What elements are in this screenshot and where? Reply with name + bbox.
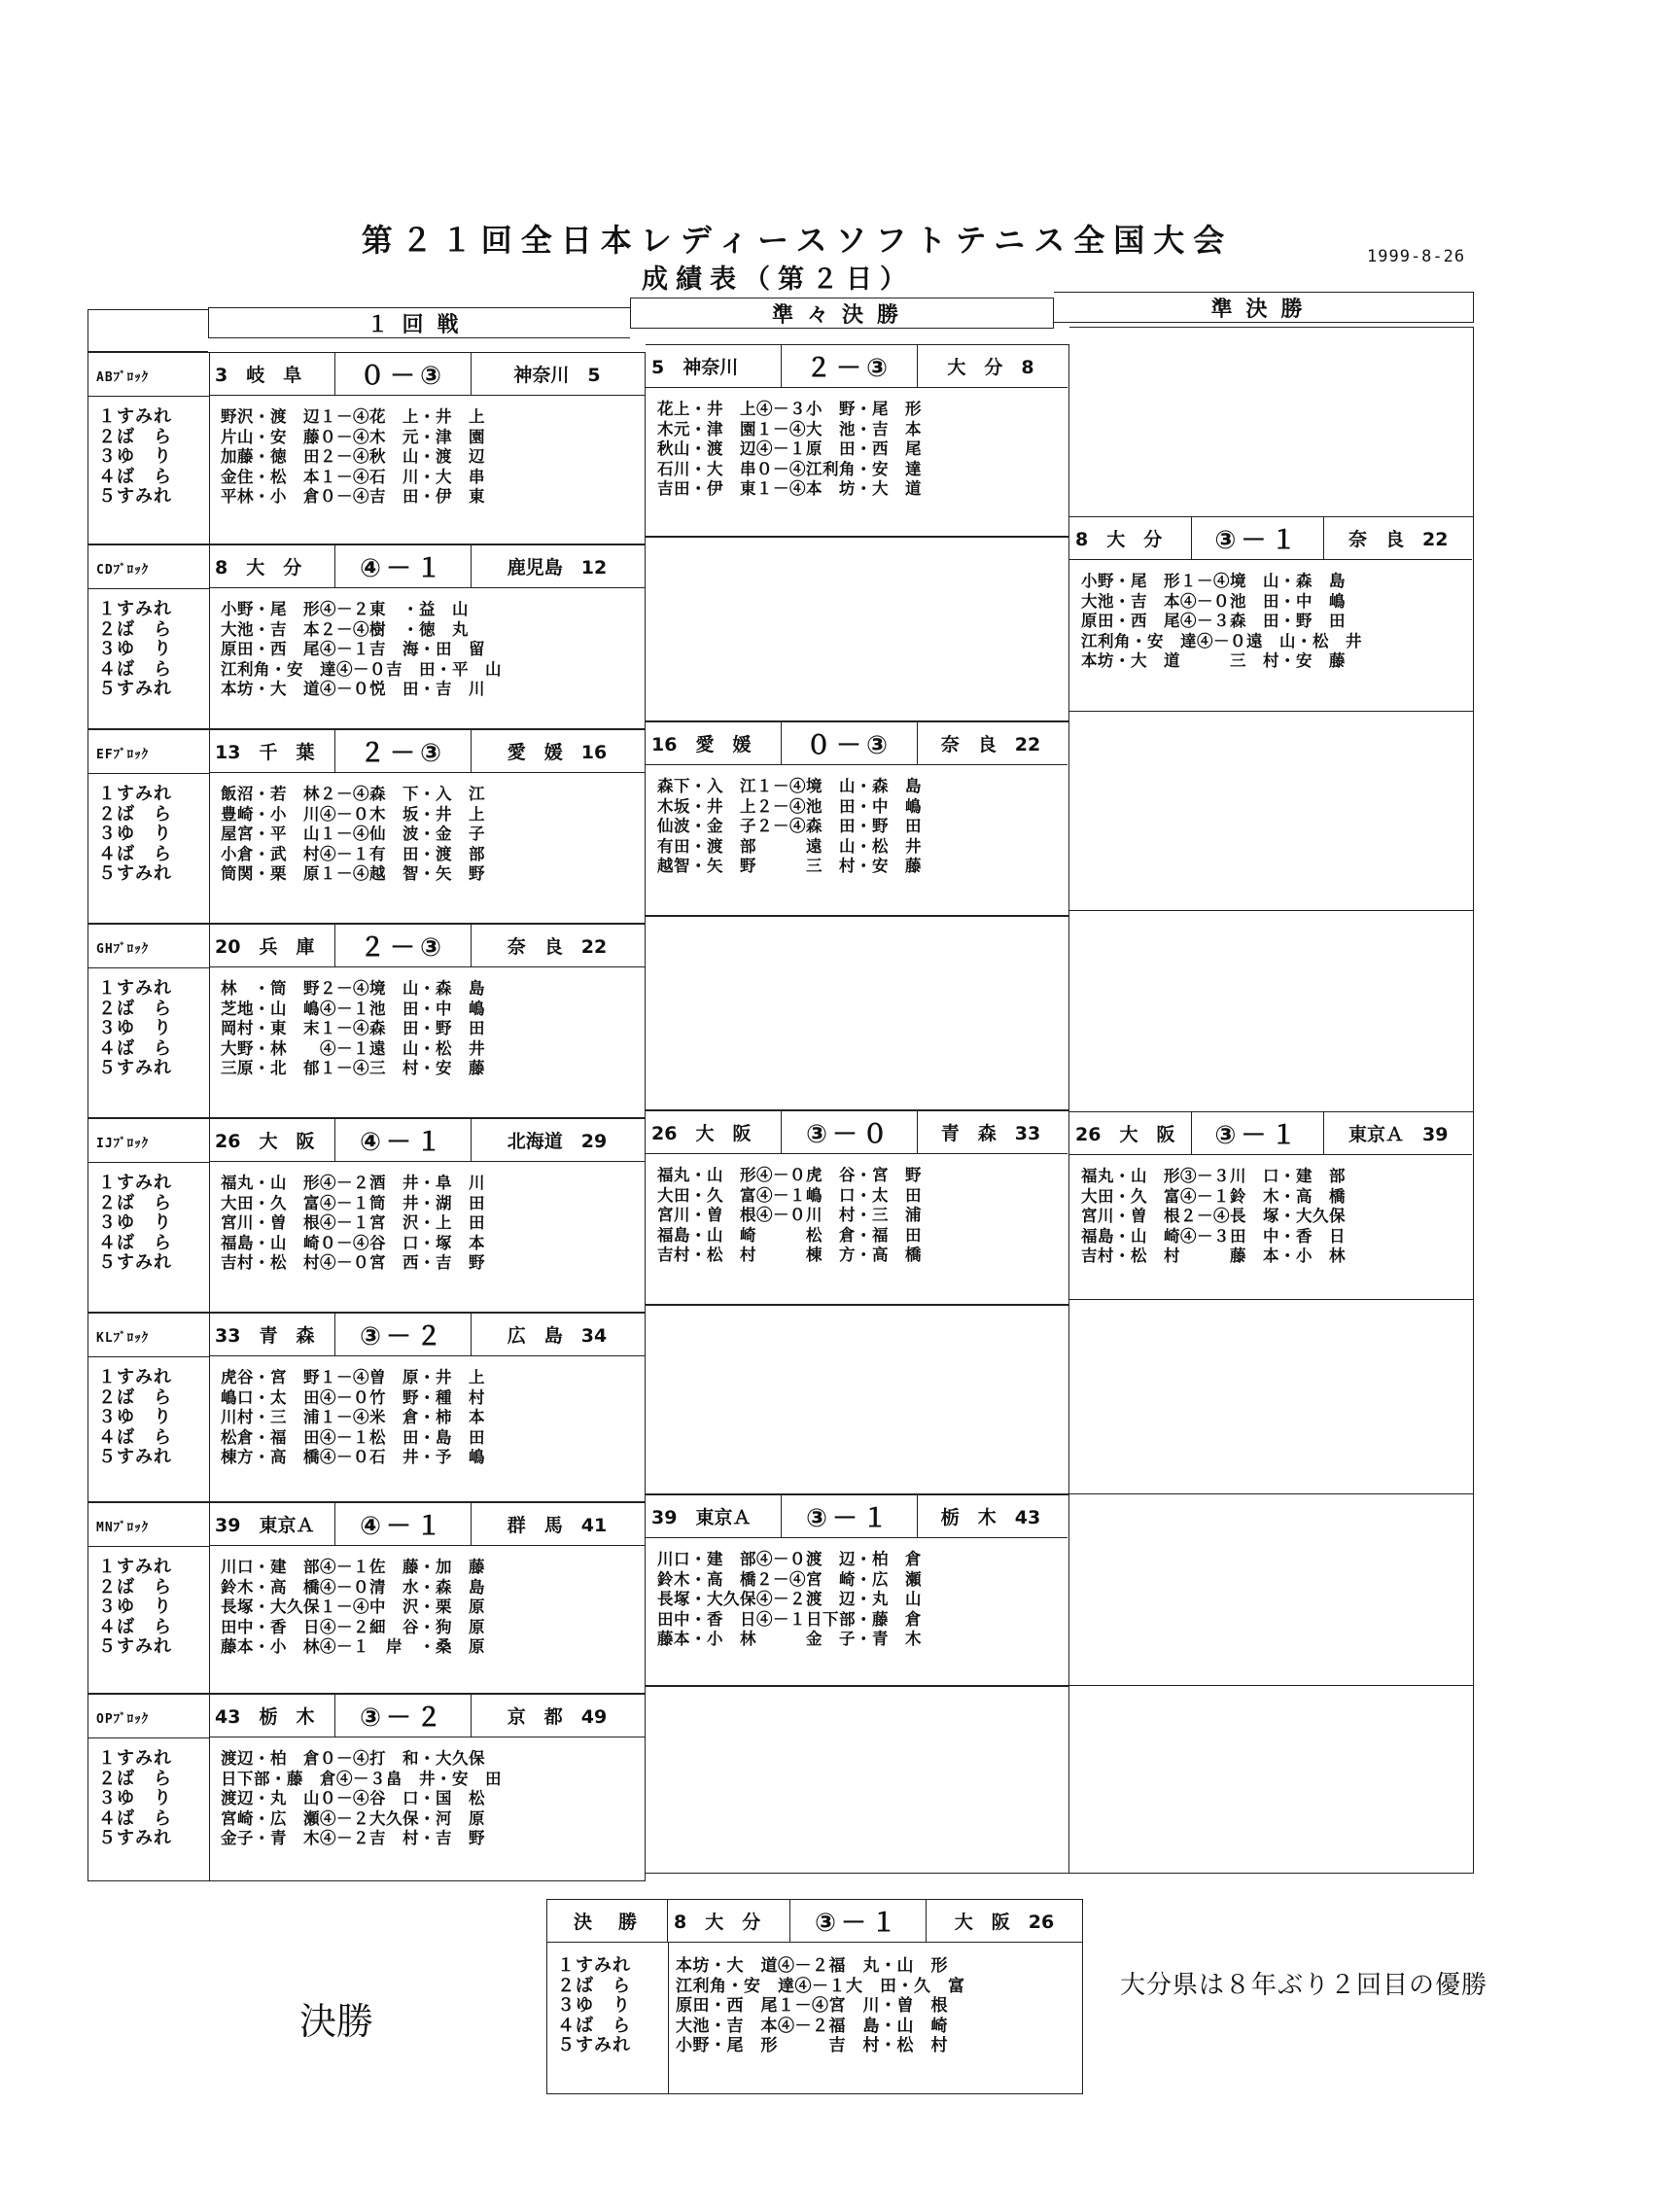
round1-team1: 33 青 森	[209, 1314, 335, 1355]
round1-team1: 8 大 分	[209, 545, 335, 587]
qf-match-header	[646, 1111, 1068, 1154]
round1-results: 飯沼・若 林２－④森 下・入 江 豊崎・小 川④－０木 坂・井 上 屋宮・平 山１－④仙 波・金 子 小倉・武 村④－１有 田・渡 部 筒関・栗 原１－④越 智・矢 野	[221, 785, 485, 883]
round1-team1: 26 大 阪	[209, 1119, 335, 1161]
block-row	[88, 544, 646, 729]
block-label: GHﾌﾞﾛｯｸ	[96, 942, 150, 957]
round1-match-header	[209, 1119, 645, 1162]
block-row	[88, 729, 646, 924]
round1-match-header	[209, 353, 645, 396]
qf-team1: 26 大 阪	[646, 1111, 782, 1153]
sf-score: ③－１	[1192, 517, 1324, 559]
sf-results: 小野・尾 形１－④境 山・森 島 大池・吉 本④－０池 田・中 嶋 原田・西 尾④－３森 田・野 田 江利角・安 達④－０遠 山・松 井 本坊・大 道 三 村・安 藤	[1081, 572, 1362, 670]
final-header	[547, 1900, 1082, 1943]
final-score: ③－１	[790, 1900, 927, 1942]
sf-cell	[1069, 712, 1474, 911]
round1-score: ０－③	[335, 353, 472, 395]
round1-score: ③－２	[335, 1695, 472, 1737]
round1-results: 川口・建 部④－１佐 藤・加 藤 鈴木・高 橋④－０清 水・森 島 長塚・大久保１－④中 沢・栗 原 田中・香 日④－２細 谷・狗 原 藤本・小 林④－１ 岸 ・桑 原	[221, 1558, 485, 1656]
player-labels: １すみれ ２ば ら ３ゆ り ４ば ら ５すみれ	[98, 1173, 172, 1273]
final-title: 決勝	[299, 2000, 374, 2043]
sf-cell	[1069, 327, 1474, 517]
round1-results: 渡辺・柏 倉０－④打 和・大久保 日下部・藤 倉④－３畠 井・安 田 渡辺・丸 山０－④谷 口・国 松 宮崎・広 瀬④－２大久保・河 原 金子・青 木④－２吉 村・吉 野	[221, 1749, 502, 1847]
block-row	[88, 1313, 646, 1502]
document-date: 1999-8-26	[1367, 247, 1466, 266]
col-header-qf: 準々決勝	[630, 298, 1054, 329]
qf-score: ③－１	[782, 1495, 918, 1537]
round1-results: 野沢・渡 辺１－④花 上・井 上 片山・安 藤０－④木 元・津 園 加藤・徳 田２－④秋 山・渡 辺 金住・松 本１－④石 川・大 串 平林・小 倉０－④吉 田・伊 東	[221, 407, 485, 506]
sf-cell	[1069, 911, 1474, 1112]
final-table	[546, 1899, 1083, 2094]
block-label: EFﾌﾞﾛｯｸ	[96, 748, 150, 762]
qf-results: 森下・入 江１－④境 山・森 島 木坂・井 上２－④池 田・中 嶋 仙波・金 子２－④森 田・野 田 有田・渡 部 遠 山・松 井 越智・矢 野 三 村・安 藤	[657, 777, 922, 875]
player-labels: １すみれ ２ば ら ３ゆ り ４ば ら ５すみれ	[98, 1367, 172, 1467]
block-label: ABﾌﾞﾛｯｸ	[96, 370, 150, 385]
round1-match-header	[209, 925, 645, 967]
round1-match-header	[209, 545, 645, 588]
qf-results: 花上・井 上④－３小 野・尾 形 木元・津 園１－④大 池・吉 本 秋山・渡 辺④－１原 田・西 尾 石川・大 串０－④江利角・安 達 吉田・伊 東１－④本 坊・大 道	[657, 400, 922, 498]
round1-match-header	[209, 1314, 645, 1356]
block-row	[88, 1502, 646, 1694]
player-labels: １すみれ ２ば ら ３ゆ り ４ば ら ５すみれ	[98, 406, 172, 507]
round1-score: ④－１	[335, 1503, 472, 1545]
round1-score: ④－１	[335, 545, 472, 587]
round1-team1: 39 東京Ａ	[209, 1503, 335, 1545]
sf-cell	[1069, 1300, 1474, 1494]
player-labels: １すみれ ２ば ら ３ゆ り ４ば ら ５すみれ	[98, 1748, 172, 1848]
sf-team2: 東京Ａ 39	[1348, 1124, 1449, 1145]
qf-results: 川口・建 部④－０渡 辺・柏 倉 鈴木・高 橋２－④宮 崎・広 瀬 長塚・大久保④－２渡 辺・丸 山 田中・香 日④－１日下部・藤 倉 藤本・小 林 金 子・青 木	[657, 1550, 922, 1648]
round1-team1: 13 千 葉	[209, 730, 335, 772]
round1-results: 小野・尾 形④－２東 ・益 山 大池・吉 本２－④樹 ・徳 丸 原田・西 尾④－１吉 海・田 留 江利角・安 達④－０吉 田・平 山 本坊・大 道④－０悦 田・吉 川	[221, 600, 502, 698]
player-labels: １すみれ ２ば ら ３ゆ り ４ば ら ５すみれ	[98, 978, 172, 1078]
sf-match-header	[1069, 1112, 1472, 1155]
block-label: MNﾌﾞﾛｯｸ	[96, 1521, 150, 1535]
sf-team1: 8 大 分	[1069, 517, 1192, 559]
qf-cell	[646, 721, 1069, 916]
sf-cell	[1069, 1686, 1474, 1874]
player-labels: １すみれ ２ば ら ３ゆ り ４ば ら ５すみれ	[98, 784, 172, 884]
qf-cell	[646, 916, 1069, 1110]
round1-team2: 群 馬 41	[507, 1515, 608, 1536]
block-row	[88, 1118, 646, 1313]
qf-score: ０－③	[782, 722, 918, 764]
sf-results: 福丸・山 形③－３川 口・建 部 大田・久 富④－１鈴 木・高 橋 宮川・曽 根２－④長 塚・大久保 福島・山 崎④－３田 中・香 日 吉村・松 村 藤 本・小 林	[1081, 1167, 1346, 1265]
final-team1: 8 大 分	[668, 1900, 790, 1942]
qf-team2: 栃 木 43	[940, 1507, 1041, 1528]
block-label: KLﾌﾞﾛｯｸ	[96, 1331, 150, 1346]
final-note: 大分県は８年ぶり２回目の優勝	[1120, 1971, 1488, 2000]
qf-score: ③－０	[782, 1111, 918, 1153]
qf-cell	[646, 1686, 1069, 1874]
qf-match-header	[646, 1495, 1068, 1538]
qf-cell	[646, 537, 1069, 721]
qf-team2: 青 森 33	[940, 1123, 1041, 1144]
round1-match-header	[209, 1503, 645, 1546]
qf-team1: 5 神奈川	[646, 345, 782, 387]
round1-match-header	[209, 730, 645, 773]
round1-results: 林 ・筒 野２－④境 山・森 島 芝地・山 嶋④－１池 田・中 嶋 岡村・東 末１－④森 田・野 田 大野・林 ④－１遠 山・松 井 三原・北 郁１－④三 村・安 藤	[221, 979, 485, 1077]
player-labels: １すみれ ２ば ら ３ゆ り ４ば ら ５すみれ	[98, 1557, 172, 1657]
qf-cell	[646, 1305, 1069, 1494]
sf-match-header	[1069, 517, 1472, 560]
col-header-round1: １回戦	[208, 307, 630, 338]
block-row	[88, 352, 646, 544]
round1-team1: 20 兵 庫	[209, 925, 335, 966]
block-label: OPﾌﾞﾛｯｸ	[96, 1712, 150, 1727]
round1-team2: 愛 媛 16	[507, 742, 608, 763]
round1-team1: 3 岐 阜	[209, 353, 335, 395]
sf-cell	[1069, 517, 1474, 712]
sf-team2: 奈 良 22	[1348, 529, 1449, 550]
round1-team2: 北海道 29	[507, 1131, 608, 1152]
document-title: 第２１回全日本レディースソフトテニス全国大会	[361, 222, 1234, 259]
block-row	[88, 924, 646, 1118]
final-team2: 大 阪 26	[954, 1912, 1055, 1933]
round1-team2: 奈 良 22	[507, 936, 608, 958]
document-subtitle: 成績表（第２日）	[642, 264, 914, 295]
round1-score: ④－１	[335, 1119, 472, 1161]
qf-team1: 16 愛 媛	[646, 722, 782, 764]
round1-team2: 神奈川 5	[513, 365, 601, 386]
round1-team1: 43 栃 木	[209, 1695, 335, 1737]
sf-score: ③－１	[1192, 1112, 1324, 1154]
block-row	[88, 1694, 646, 1881]
qf-results: 福丸・山 形④－０虎 谷・宮 野 大田・久 富④－１嶋 口・太 田 宮川・曽 根④－０川 村・三 浦 福島・山 崎 松 倉・福 田 吉村・松 村 棟 方・高 橋	[657, 1166, 922, 1264]
qf-score: ２－③	[782, 345, 918, 387]
qf-cell	[646, 1110, 1069, 1305]
qf-cell	[646, 1494, 1069, 1686]
col-header-corner	[88, 309, 208, 352]
round1-score: ２－③	[335, 925, 472, 966]
qf-team2: 大 分 8	[947, 357, 1034, 378]
qf-cell	[646, 344, 1069, 537]
round1-results: 虎谷・宮 野１－④曽 原・井 上 嶋口・太 田④－０竹 野・種 村 川村・三 浦１－④米 倉・柿 本 松倉・福 田④－１松 田・島 田 棟方・高 橋④－０石 井・予 嶋	[221, 1368, 485, 1466]
qf-match-header	[646, 345, 1068, 388]
sf-team1: 26 大 阪	[1069, 1112, 1192, 1154]
block-label: IJﾌﾞﾛｯｸ	[96, 1137, 150, 1151]
round1-score: ③－２	[335, 1314, 472, 1355]
final-label: 決 勝	[547, 1900, 668, 1942]
round1-results: 福丸・山 形④－２酒 井・阜 川 大田・久 富④－１筒 井・湖 田 宮川・曽 根④－１宮 沢・上 田 福島・山 崎０－④谷 口・塚 本 吉村・松 村④－０宮 西・吉 野	[221, 1174, 485, 1272]
qf-team1: 39 東京Ａ	[646, 1495, 782, 1537]
round1-team2: 広 島 34	[507, 1325, 608, 1347]
player-labels: １すみれ ２ば ら ３ゆ り ４ば ら ５すみれ	[98, 599, 172, 699]
block-label: CDﾌﾞﾛｯｸ	[96, 563, 150, 578]
sf-cell	[1069, 1494, 1474, 1686]
round1-team2: 鹿児島 12	[507, 557, 608, 579]
final-results: 本坊・大 道④－２福 丸・山 形 江利角・安 達④－１大 田・久 富 原田・西 尾１－④宮 川・曽 根 大池・吉 本④－２福 島・山 崎 小野・尾 形 吉 村・松 村	[676, 1956, 965, 2055]
round1-match-header	[209, 1695, 645, 1737]
col-header-sf: 準決勝	[1054, 292, 1474, 323]
final-player-labels: １すみれ ２ば ら ３ゆ り ４ば ら ５すみれ	[557, 1955, 631, 2055]
round1-score: ２－③	[335, 730, 472, 772]
round1-team2: 京 都 49	[507, 1706, 608, 1728]
qf-match-header	[646, 722, 1068, 765]
qf-team2: 奈 良 22	[940, 734, 1041, 755]
sf-cell	[1069, 1112, 1474, 1300]
